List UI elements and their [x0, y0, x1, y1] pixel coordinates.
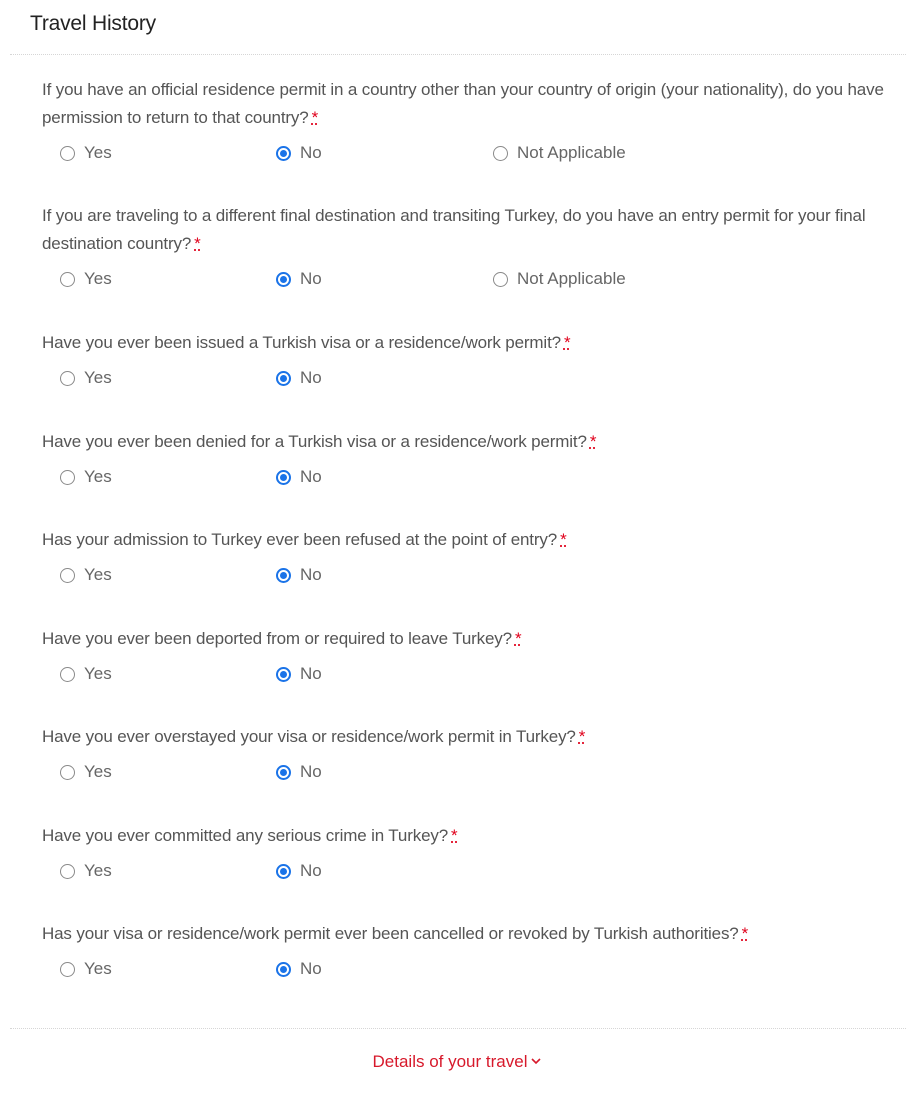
- radio-label: Yes: [84, 959, 112, 978]
- radio-label: No: [300, 664, 322, 683]
- radio-label: Yes: [84, 565, 112, 584]
- radio-option-not-applicable[interactable]: [493, 264, 626, 294]
- radio-group: [42, 659, 908, 689]
- radio-option-yes[interactable]: [60, 659, 112, 689]
- radio-button[interactable]: [276, 470, 291, 485]
- required-marker: *: [451, 826, 458, 845]
- required-marker: *: [589, 432, 597, 451]
- radio-label: Yes: [84, 467, 112, 486]
- details-of-travel-link[interactable]: [0, 1050, 914, 1072]
- chevron-down-icon: [531, 1050, 541, 1070]
- question-issued-turkish-visa: [42, 329, 908, 393]
- radio-button[interactable]: [60, 864, 75, 879]
- radio-option-no[interactable]: [276, 954, 322, 984]
- radio-label: No: [300, 861, 322, 880]
- question-label: [42, 329, 908, 357]
- radio-button[interactable]: [60, 765, 75, 780]
- radio-label: Yes: [84, 664, 112, 683]
- radio-label: Yes: [84, 143, 112, 162]
- radio-label: Not Applicable: [517, 269, 626, 288]
- radio-label: No: [300, 368, 322, 387]
- question-text: Have you ever been denied for a Turkish visa or a residence/work permit?: [42, 432, 587, 451]
- question-residence-permit-return: [42, 76, 908, 168]
- radio-button[interactable]: [276, 962, 291, 977]
- question-label: [42, 76, 908, 132]
- radio-label: No: [300, 467, 322, 486]
- radio-group: [42, 462, 908, 492]
- question-transit-entry-permit: [42, 202, 908, 294]
- radio-group: [42, 363, 908, 393]
- radio-label: No: [300, 565, 322, 584]
- question-label: [42, 822, 908, 850]
- radio-option-no[interactable]: [276, 138, 322, 168]
- radio-group: [42, 954, 908, 984]
- question-label: [42, 723, 908, 751]
- radio-button[interactable]: [60, 568, 75, 583]
- required-marker: *: [741, 924, 749, 943]
- radio-option-yes[interactable]: [60, 462, 112, 492]
- question-overstayed: [42, 723, 908, 787]
- radio-option-yes[interactable]: [60, 138, 112, 168]
- radio-option-yes[interactable]: [60, 560, 112, 590]
- radio-button[interactable]: [276, 765, 291, 780]
- radio-label: No: [300, 762, 322, 781]
- radio-button[interactable]: [493, 272, 508, 287]
- question-denied-turkish-visa: [42, 428, 908, 492]
- radio-button[interactable]: [60, 470, 75, 485]
- radio-option-no[interactable]: [276, 560, 322, 590]
- question-deported: [42, 625, 908, 689]
- radio-button[interactable]: [60, 667, 75, 682]
- radio-label: Yes: [84, 762, 112, 781]
- required-marker: *: [514, 629, 522, 648]
- question-text: Have you ever committed any serious crime in Turkey?: [42, 826, 449, 845]
- radio-button[interactable]: [276, 568, 291, 583]
- radio-button[interactable]: [276, 864, 291, 879]
- radio-button[interactable]: [60, 962, 75, 977]
- radio-label: Not Applicable: [517, 143, 626, 162]
- radio-option-not-applicable[interactable]: [493, 138, 626, 168]
- radio-button[interactable]: [493, 146, 508, 161]
- radio-group: [42, 560, 908, 590]
- radio-button[interactable]: [276, 371, 291, 386]
- section-title: Travel History: [30, 12, 156, 35]
- question-label: [42, 202, 908, 258]
- radio-option-yes[interactable]: [60, 757, 112, 787]
- radio-group: [42, 138, 908, 168]
- question-admission-refused: [42, 526, 908, 590]
- radio-group: [42, 264, 908, 294]
- radio-button[interactable]: [60, 272, 75, 287]
- question-text: Has your admission to Turkey ever been refused at the point of entry?: [42, 530, 558, 549]
- question-text: If you have an official residence permit in a country other than your country of origin (your nationality), do you have permission to return to that country?: [42, 80, 884, 127]
- radio-option-yes[interactable]: [60, 954, 112, 984]
- radio-option-no[interactable]: [276, 856, 322, 886]
- radio-option-no[interactable]: [276, 757, 322, 787]
- radio-label: No: [300, 269, 322, 288]
- radio-option-yes[interactable]: [60, 363, 112, 393]
- radio-group: [42, 856, 908, 886]
- radio-label: Yes: [84, 861, 112, 880]
- radio-label: No: [300, 959, 322, 978]
- radio-option-no[interactable]: [276, 363, 322, 393]
- radio-button[interactable]: [276, 667, 291, 682]
- divider: [10, 1028, 906, 1029]
- radio-option-no[interactable]: [276, 462, 322, 492]
- required-marker: *: [194, 234, 201, 253]
- question-text: Have you ever overstayed your visa or residence/work permit in Turkey?: [42, 727, 576, 746]
- question-label: [42, 625, 908, 653]
- radio-option-yes[interactable]: [60, 856, 112, 886]
- radio-button[interactable]: [60, 371, 75, 386]
- question-label: [42, 920, 908, 948]
- required-marker: *: [560, 530, 567, 549]
- question-text: Have you ever been deported from or required to leave Turkey?: [42, 629, 512, 648]
- radio-label: Yes: [84, 368, 112, 387]
- question-serious-crime: [42, 822, 908, 886]
- radio-group: [42, 757, 908, 787]
- question-text: If you are traveling to a different final destination and transiting Turkey, do you have an entry permit for your final destination country?: [42, 206, 866, 253]
- radio-option-yes[interactable]: [60, 264, 112, 294]
- radio-label: No: [300, 143, 322, 162]
- radio-button[interactable]: [276, 272, 291, 287]
- required-marker: *: [311, 108, 319, 127]
- question-permit-revoked: [42, 920, 908, 984]
- required-marker: *: [563, 333, 571, 352]
- required-marker: *: [578, 727, 586, 746]
- radio-label: Yes: [84, 269, 112, 288]
- question-text: Have you ever been issued a Turkish visa or a residence/work permit?: [42, 333, 561, 352]
- section-header: [10, 0, 906, 55]
- radio-option-no[interactable]: [276, 659, 322, 689]
- question-text: Has your visa or residence/work permit ever been cancelled or revoked by Turkish authorities?: [42, 924, 739, 943]
- question-label: [42, 526, 908, 554]
- radio-option-no[interactable]: [276, 264, 322, 294]
- radio-button[interactable]: [60, 146, 75, 161]
- details-link-label: Details of your travel: [372, 1052, 528, 1071]
- question-label: [42, 428, 908, 456]
- radio-button[interactable]: [276, 146, 291, 161]
